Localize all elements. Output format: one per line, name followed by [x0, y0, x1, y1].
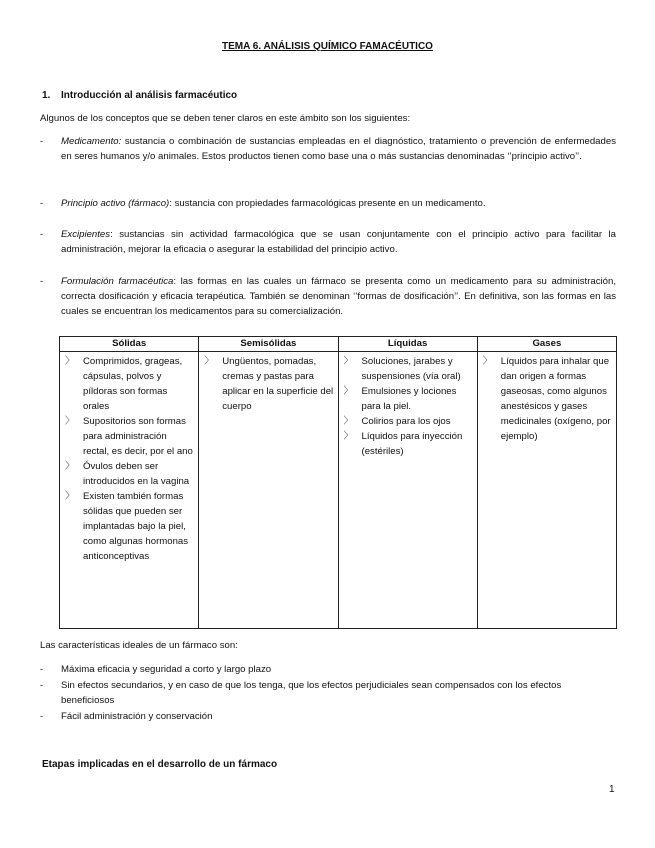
page-title: TEMA 6. ANÁLISIS QUÍMICO FAMACÉUTICO: [222, 41, 433, 52]
chevron-right-icon: 〉: [65, 461, 75, 472]
chevron-right-icon: 〉: [65, 356, 75, 367]
chevron-right-icon: 〉: [204, 356, 214, 367]
chevron-right-icon: 〉: [343, 386, 354, 397]
list-item: 〉 Soluciones, jarabes y suspensiones (vía oral): [343, 356, 461, 382]
chevron-right-icon: 〉: [343, 356, 354, 367]
definition-text: sustancia o combinación de sustancias empleadas en el diagnóstico, tratamiento o prevención de enfermedades en seres humanos y/o animales. Estos productos tienen como base una o más sustancias denominadas ‘’principio activo’’.: [61, 136, 616, 162]
section-number: 1.: [42, 90, 51, 101]
chevron-right-icon: 〉: [343, 416, 354, 427]
section-heading: [42, 88, 237, 103]
definition-term: Medicamento:: [61, 136, 122, 147]
bullet-dash: -: [40, 229, 44, 240]
definition-term: Principio activo (fármaco): [61, 198, 170, 209]
definition-term: Excipientes: [61, 229, 111, 240]
definition-term: Formulación farmacéutica: [61, 276, 174, 287]
definition-principio-activo: [40, 196, 616, 211]
list-item: 〉 Emulsiones y lociones para la piel.: [343, 386, 457, 412]
subsection-heading: Etapas implicadas en el desarrollo de un fármaco: [42, 759, 278, 770]
bullet-dash: -: [40, 198, 44, 209]
chevron-right-icon: 〉: [343, 431, 354, 442]
table-header-gases: Gases: [477, 337, 616, 352]
intro-paragraph: Algunos de los conceptos que se deben tener claros en este ámbito son los siguientes:: [40, 113, 411, 124]
page-number: 1: [609, 784, 615, 795]
list-item: 〉 Supositorios son formas para administración rectal, es decir, por el ano: [65, 416, 193, 457]
section-heading-text: Introducción al análisis farmacéutico: [61, 90, 238, 101]
chevron-right-icon: 〉: [65, 491, 75, 502]
table-header-semisolidas: Semisólidas: [199, 337, 338, 352]
characteristic-item: - Fácil administración y conservación: [40, 711, 213, 722]
definition-text: : sustancia con propiedades farmacológicas presente en un medicamento.: [169, 198, 486, 209]
bullet-dash: -: [40, 680, 44, 691]
table-cell-solidas: [60, 352, 199, 629]
table-row: [60, 352, 617, 629]
list-item: 〉 Existen también formas sólidas que pueden ser implantadas bajo la piel, como algunas hormonas anticonceptivas: [65, 491, 189, 562]
table-cell-liquidas: [338, 352, 477, 629]
table-cell-semisolidas: [199, 352, 338, 629]
list-item: 〉 Ungüentos, pomadas, cremas y pastas para aplicar en la superficie del cuerpo: [204, 356, 334, 412]
list-item: 〉 Comprimidos, grageas, cápsulas, polvos y píldoras son formas orales: [65, 356, 183, 412]
bullet-dash: -: [40, 711, 44, 722]
list-item: 〉 Líquidos para inyección (estériles): [343, 431, 463, 457]
table-header-solidas: Sólidas: [60, 337, 199, 352]
definition-medicamento: [40, 134, 616, 164]
table-header-row: [60, 337, 617, 352]
table-header-liquidas: Líquidas: [338, 337, 477, 352]
definition-text: : las formas en las cuales un fármaco se presenta como un medicamento para su administración, correcta dosificación y eficacia terapéutica. También se denominan ‘’formas de dosificación’’. En definitiva, son las formas en las cuales se encuentran los medicamentos para su comercialización.: [61, 276, 616, 317]
definition-excipientes: [40, 227, 616, 257]
bullet-dash: -: [40, 276, 44, 287]
bullet-dash: -: [40, 664, 44, 675]
list-item: 〉 Líquidos para inhalar que dan origen a formas gaseosas, como algunos anestésicos y gases medicinales (oxígeno, por ejemplo): [482, 356, 611, 442]
table-cell-gases: [477, 352, 616, 629]
bullet-dash: -: [40, 136, 44, 147]
characteristic-item: - Máxima eficacia y seguridad a corto y largo plazo: [40, 664, 272, 675]
characteristics-intro: Las características ideales de un fármaco son:: [40, 640, 238, 651]
definition-formulacion: [40, 274, 616, 319]
chevron-right-icon: 〉: [65, 416, 75, 427]
list-item: 〉 Óvulos deben ser introducidos en la vagina: [65, 461, 190, 487]
dosage-forms-table: [59, 336, 617, 629]
chevron-right-icon: 〉: [482, 356, 493, 367]
list-item: 〉 Colirios para los ojos: [343, 416, 451, 427]
definition-text: : sustancias sin actividad farmacológica que se usan conjuntamente con el principio activo para facilitar la administración, mejorar la eficacia o asegurar la estabilidad del principio activo.: [61, 229, 616, 255]
characteristic-item: - Sin efectos secundarios, y en caso de que los tenga, que los efectos perjudiciales sean compensados con los efectos beneficiosos: [40, 680, 562, 706]
